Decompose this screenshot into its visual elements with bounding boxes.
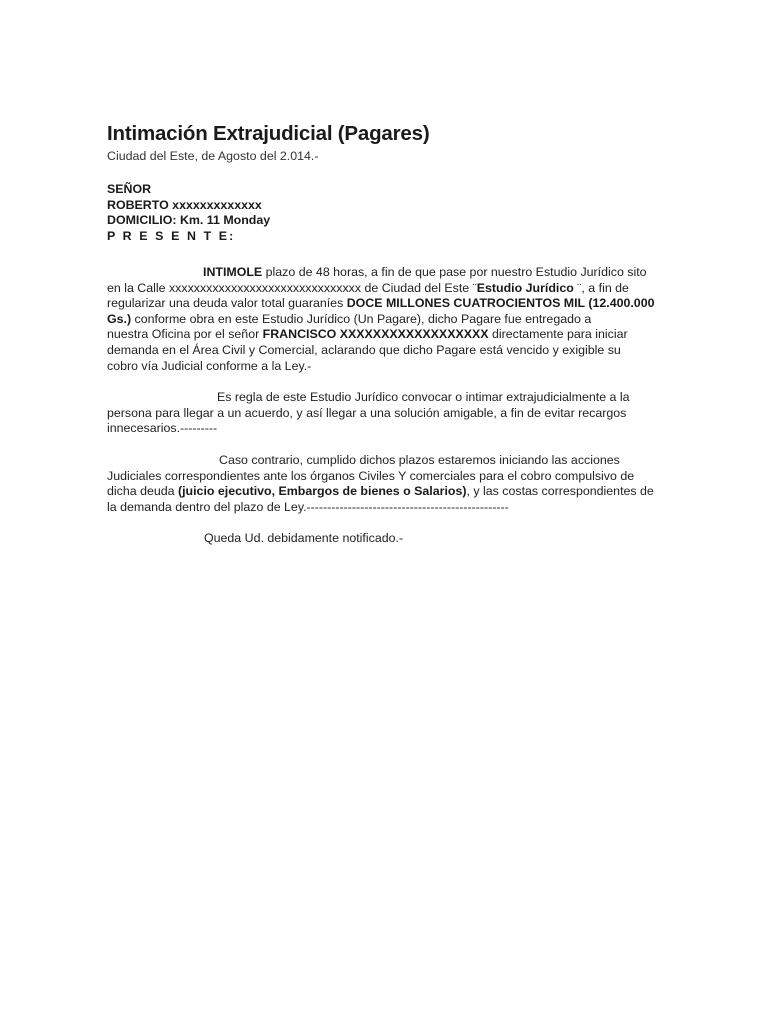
debtor-name-bold: FRANCISCO XXXXXXXXXXXXXXXXXX: [262, 327, 489, 342]
text-span: Es regla de este Estudio Jurídico convocar o intimar extrajudicialmente a la: [217, 390, 630, 405]
text-span: regularizar una deuda valor total guaraníes: [107, 296, 347, 311]
paragraph-line: [107, 390, 662, 406]
paragraph-line: [107, 281, 662, 297]
paragraph-line: Judiciales correspondientes ante los órganos Civiles Y comerciales para el cobro compulsivo de: [107, 468, 635, 483]
paragraph-line: [107, 484, 662, 500]
studio-name-bold: Estudio Jurídico: [476, 280, 574, 295]
addressee-salutation: SEÑOR: [107, 182, 152, 196]
date-line: Ciudad del Este, de Agosto del 2.014.-: [107, 149, 319, 163]
text-span: nuestra Oficina por el señor: [107, 327, 263, 342]
text-span: , y las costas correspondientes de: [466, 484, 654, 499]
text-span: Caso contrario, cumplido dichos plazos estaremos iniciando las acciones: [219, 452, 620, 467]
document-page: [107, 120, 662, 547]
legal-actions-bold: (juicio ejecutivo, Embargos de bienes o Salarios): [177, 484, 467, 499]
addressee-name: ROBERTO xxxxxxxxxxxxx: [107, 197, 262, 212]
addressee-present: P R E S E N T E:: [107, 228, 236, 243]
text-span: ¨, a fin de: [573, 280, 629, 295]
addressee-domicile: DOMICILIO: Km. 11 Monday: [107, 213, 271, 227]
paragraph-line: [107, 453, 662, 469]
paragraph-line: persona para llegar a un acuerdo, y así llegar a una solución amigable, a fin de evitar recargos: [107, 405, 627, 420]
intimole-bold: INTIMOLE: [203, 265, 263, 279]
text-span: conforme obra en este Estudio Jurídico (Un Pagare), dicho Pagare fue entregado a: [131, 311, 592, 326]
text-span: plazo de 48 horas, a fin de que pase por nuestro Estudio Jurídico sito: [262, 265, 647, 279]
text-span: directamente para iniciar: [488, 327, 628, 342]
paragraph-line: [107, 312, 662, 328]
addressee-block: [107, 182, 662, 244]
paragraph-line: demanda en el Área Civil y Comercial, aclarando que dicho Pagare está vencido y exigible su: [107, 342, 621, 357]
paragraph-line: innecesarios.---------: [107, 421, 218, 436]
document-title: Intimación Extrajudicial (Pagares): [107, 122, 430, 145]
closing-line: Queda Ud. debidamente notificado.-: [204, 531, 404, 546]
paragraph-intimation: [107, 265, 662, 374]
paragraph-line: [107, 296, 662, 312]
paragraph-line: la demanda dentro del plazo de Ley.-------------------------------------------------: [107, 499, 509, 514]
paragraph-line: cobro vía Judicial conforme a la Ley.-: [107, 358, 312, 373]
paragraph-line: [107, 327, 662, 343]
text-span: dicha deuda: [107, 484, 178, 499]
paragraph-consequence: [107, 453, 662, 515]
paragraph-line: [107, 265, 662, 281]
paragraph-rule: [107, 390, 662, 437]
currency-bold: Gs.): [107, 311, 132, 326]
text-span: en la Calle xxxxxxxxxxxxxxxxxxxxxxxxxxxxxxx de Ciudad del Este ¨: [107, 280, 477, 295]
amount-bold: DOCE MILLONES CUATROCIENTOS MIL (12.400.000: [346, 296, 655, 311]
